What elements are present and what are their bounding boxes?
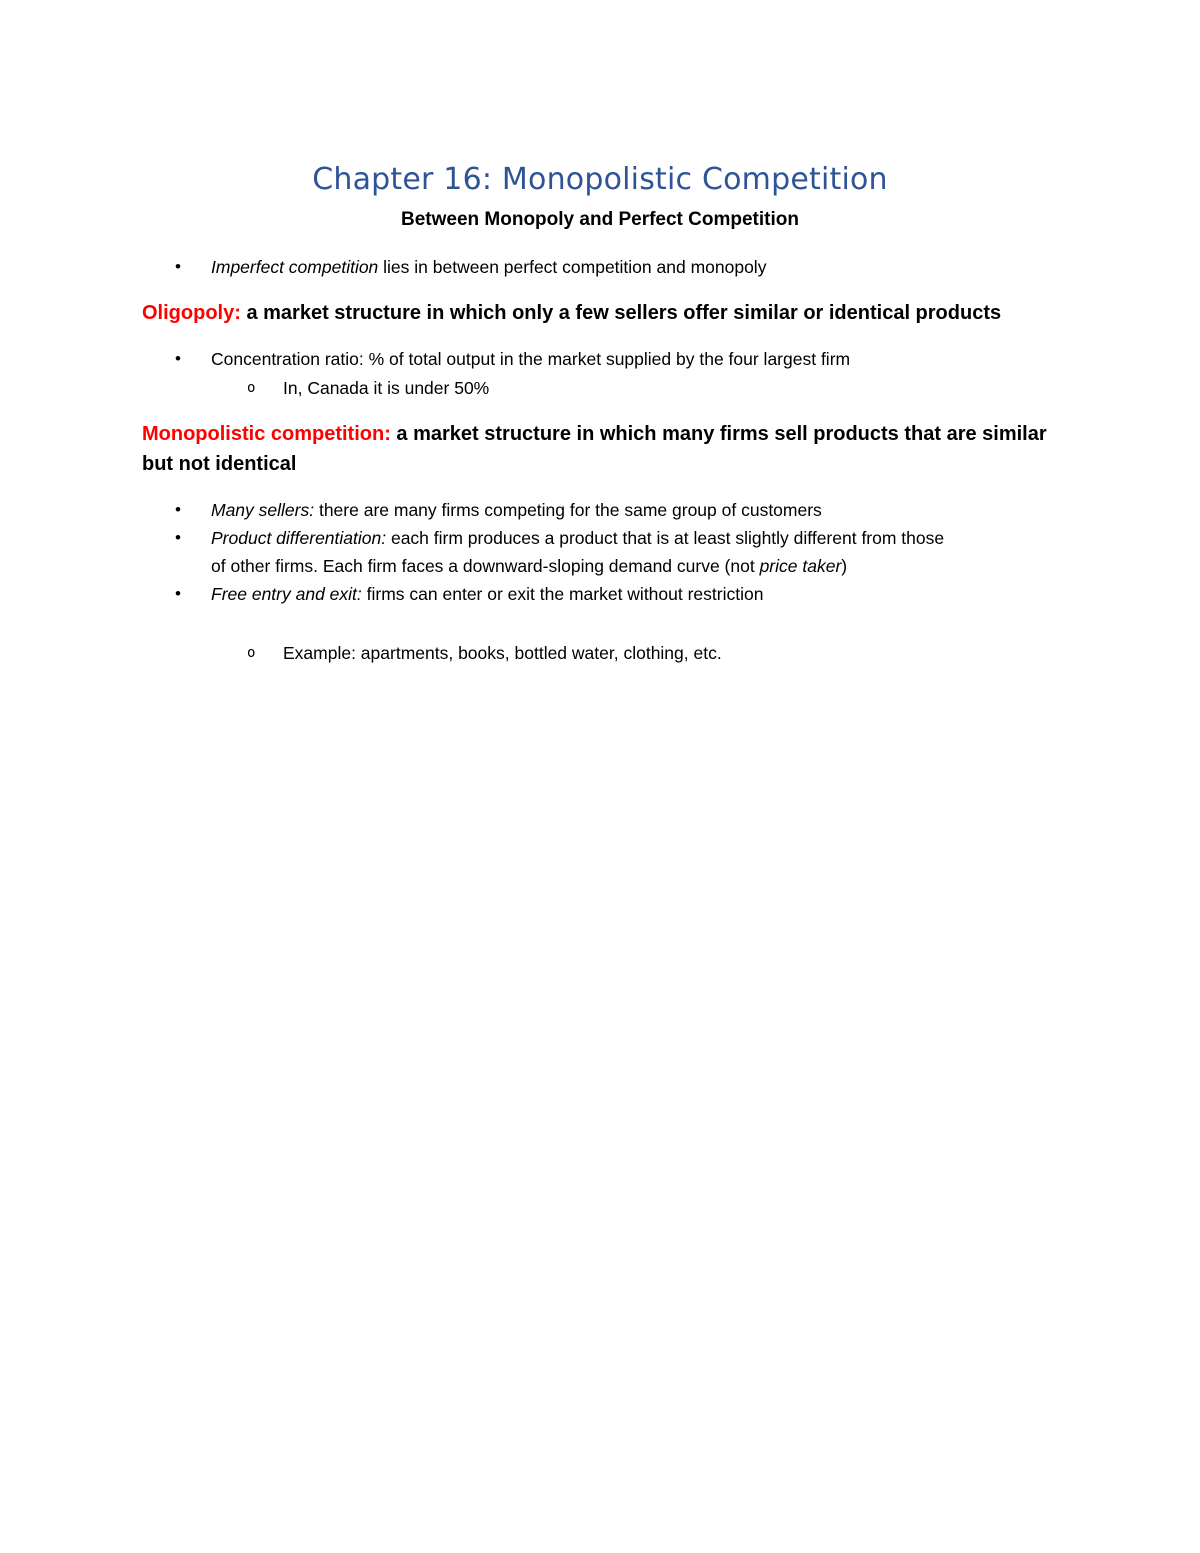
list-item [211,345,850,373]
list-item-term: Product differentiation: [211,528,387,548]
definition-line: but not identical [142,453,297,475]
list-item [211,253,766,281]
list-item-text: ) [841,556,848,576]
list-item [211,524,944,552]
list-item-text: of other firms. Each firm faces a downward-sloping demand curve (not [211,556,760,576]
list-item-term: Many sellers: [211,500,315,520]
bullet-icon: • [175,584,181,603]
bullet-icon: • [175,349,181,368]
list-item [211,496,822,524]
sub-list-item: Example: apartments, books, bottled water, clothing, etc. [283,643,722,663]
list-item-term: Free entry and exit: [211,584,362,604]
list-item-text: there are many firms competing for the same group of customers [314,500,822,520]
sub-list-item: In, Canada it is under 50% [283,378,490,398]
definition-monopolistic-competition [142,419,1072,479]
list-item [211,580,763,608]
definition-text: a market structure in which only a few sellers offer similar or identical products [240,302,1002,324]
sub-bullet-icon: o [247,645,256,661]
definition-term: Monopolistic competition: [142,423,391,445]
list-item-text: firms can enter or exit the market without restriction [361,584,764,604]
bullet-icon: • [175,528,181,547]
list-item-term: price taker [759,556,842,576]
list-item-text: each firm produces a product that is at least slightly different from those [386,528,945,548]
page-title: Chapter 16: Monopolistic Competition [312,162,888,197]
bullet-icon: • [175,500,181,519]
list-item-text: lies in between perfect competition and monopoly [378,257,767,277]
list-item-term: Concentration ratio: [211,349,364,369]
definition-text: a market structure in which many firms sell products that are similar [390,423,1047,445]
definition-term: Oligopoly: [142,302,241,324]
sub-bullet-icon: o [247,380,256,396]
page-subtitle: Between Monopoly and Perfect Competition [401,209,799,230]
list-item-continuation [211,552,847,580]
list-item-term: Imperfect competition [211,257,379,277]
definition-line [142,419,1072,449]
definition-oligopoly [142,298,1072,328]
list-item-text: % of total output in the market supplied by the four largest firm [363,349,851,369]
bullet-icon: • [175,257,181,276]
